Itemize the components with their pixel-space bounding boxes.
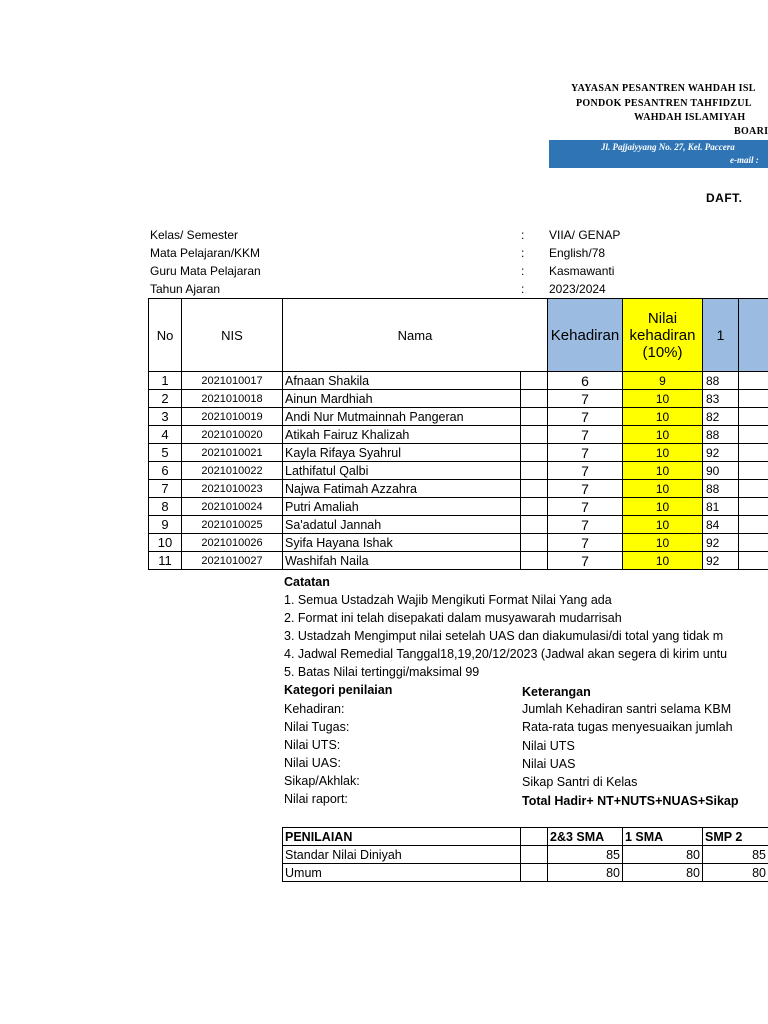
document-title: DAFT.	[706, 191, 743, 205]
kehadiran-cell: 7	[548, 462, 623, 480]
tugas-1-cell: 82	[703, 408, 739, 426]
note-item: 2. Format ini telah disepakati dalam musyawarah mudarrisah	[284, 611, 622, 625]
nilai-kehadiran-cell: 10	[623, 426, 703, 444]
nilai-header-line: Nilai	[647, 309, 678, 327]
student-name: Atikah Fairuz Khalizah	[283, 426, 521, 444]
name-extra-cell	[521, 444, 548, 462]
kehadiran-cell: 7	[548, 552, 623, 570]
table-row	[149, 552, 768, 570]
student-nis: 2021010021	[182, 444, 283, 462]
nilai-kehadiran-cell: 10	[623, 480, 703, 498]
penilaian-header-cell	[521, 828, 548, 846]
info-label: Kelas/ Semester	[150, 228, 239, 242]
keterangan-title: Keterangan	[522, 685, 591, 699]
kategori-desc: Nilai UTS	[522, 739, 575, 753]
col-header-kehadiran: Kehadiran	[548, 299, 623, 372]
info-label: Mata Pelajaran/KKM	[150, 246, 261, 260]
table-row	[149, 498, 768, 516]
row-number: 4	[149, 426, 182, 444]
penilaian-header-cell: PENILAIAN	[283, 828, 521, 846]
tugas-1-cell: 90	[703, 462, 739, 480]
address-bar	[549, 140, 768, 168]
address-line: Jl. Pajjaiyyang No. 27, Kel. Paccera	[601, 142, 735, 152]
tugas-1-cell: 81	[703, 498, 739, 516]
col-header-tugas-1: 1	[703, 299, 739, 372]
boarding-label: BOARI	[734, 126, 768, 137]
penilaian-row	[283, 864, 768, 882]
next-score-cell	[739, 534, 768, 552]
info-value: Kasmawanti	[549, 264, 615, 278]
kategori-label: Sikap/Akhlak:	[284, 774, 360, 788]
table-row	[149, 480, 768, 498]
organization-name: WAHDAH ISLAMIYAH	[634, 112, 746, 123]
student-nis: 2021010023	[182, 480, 283, 498]
kategori-title: Kategori penilaian	[284, 683, 393, 697]
col-header-nis: NIS	[182, 299, 283, 372]
next-score-cell	[739, 390, 768, 408]
kehadiran-cell: 7	[548, 426, 623, 444]
student-name: Washifah Naila	[283, 552, 521, 570]
nilai-kehadiran-cell: 10	[623, 444, 703, 462]
nilai-kehadiran-cell: 10	[623, 534, 703, 552]
kehadiran-cell: 7	[548, 444, 623, 462]
col-header-next	[739, 299, 768, 372]
next-score-cell	[739, 480, 768, 498]
info-separator: :	[521, 246, 525, 260]
tugas-1-cell: 84	[703, 516, 739, 534]
table-row	[149, 372, 768, 390]
tugas-1-cell: 83	[703, 390, 739, 408]
penilaian-header-cell: 1 SMA	[623, 828, 703, 846]
kategori-desc: Rata-rata tugas menyesuaikan jumlah	[522, 720, 733, 734]
info-value: 2023/2024	[549, 282, 606, 296]
table-row	[149, 390, 768, 408]
kehadiran-cell: 7	[548, 498, 623, 516]
student-name: Lathifatul Qalbi	[283, 462, 521, 480]
col-header-no: No	[149, 299, 182, 372]
penilaian-value: 80	[703, 864, 768, 882]
penilaian-value: 85	[703, 846, 768, 864]
kehadiran-cell: 7	[548, 516, 623, 534]
name-extra-cell	[521, 408, 548, 426]
row-number: 11	[149, 552, 182, 570]
kategori-desc: Nilai UAS	[522, 757, 576, 771]
student-name: Sa'adatul Jannah	[283, 516, 521, 534]
note-item: 1. Semua Ustadzah Wajib Mengikuti Format Nilai Yang ada	[284, 593, 612, 607]
table-row	[149, 534, 768, 552]
student-name: Kayla Rifaya Syahrul	[283, 444, 521, 462]
penilaian-table	[282, 827, 768, 882]
nilai-header-line: (10%)	[642, 343, 683, 361]
next-score-cell	[739, 462, 768, 480]
info-separator: :	[521, 282, 525, 296]
tugas-1-cell: 92	[703, 552, 739, 570]
info-label: Guru Mata Pelajaran	[150, 264, 261, 278]
info-value: English/78	[549, 246, 606, 260]
student-nis: 2021010027	[182, 552, 283, 570]
student-nis: 2021010020	[182, 426, 283, 444]
row-number: 2	[149, 390, 182, 408]
table-row	[149, 408, 768, 426]
kategori-desc: Total Hadir+ NT+NUTS+NUAS+Sikap	[522, 794, 739, 808]
table-row	[149, 426, 768, 444]
name-extra-cell	[521, 552, 548, 570]
next-score-cell	[739, 498, 768, 516]
penilaian-header-cell: SMP 2	[703, 828, 768, 846]
name-extra-cell	[521, 372, 548, 390]
row-number: 1	[149, 372, 182, 390]
student-name: Ainun Mardhiah	[283, 390, 521, 408]
student-name: Syifa Hayana Ishak	[283, 534, 521, 552]
row-number: 10	[149, 534, 182, 552]
kategori-label: Nilai UAS:	[284, 756, 341, 770]
tugas-1-cell: 92	[703, 444, 739, 462]
kehadiran-cell: 7	[548, 408, 623, 426]
penilaian-value: 85	[548, 846, 623, 864]
name-extra-cell	[521, 498, 548, 516]
col-header-nilai-kehadiran	[623, 299, 703, 372]
kehadiran-cell: 7	[548, 480, 623, 498]
table-header-row	[149, 299, 768, 372]
tugas-1-cell: 88	[703, 480, 739, 498]
penilaian-value: 80	[623, 846, 703, 864]
nilai-header-line: kehadiran	[629, 326, 696, 344]
nilai-kehadiran-cell: 10	[623, 390, 703, 408]
name-extra-cell	[521, 534, 548, 552]
student-name: Putri Amaliah	[283, 498, 521, 516]
penilaian-header-cell: 2&3 SMA	[548, 828, 623, 846]
nilai-kehadiran-cell: 9	[623, 372, 703, 390]
row-number: 7	[149, 480, 182, 498]
row-number: 3	[149, 408, 182, 426]
student-nis: 2021010022	[182, 462, 283, 480]
foundation-name: YAYASAN PESANTREN WAHDAH ISL	[571, 83, 756, 94]
nilai-kehadiran-cell: 10	[623, 408, 703, 426]
email-line: e-mail :	[730, 155, 759, 165]
student-name: Najwa Fatimah Azzahra	[283, 480, 521, 498]
table-row	[149, 516, 768, 534]
name-extra-cell	[521, 390, 548, 408]
nilai-kehadiran-cell: 10	[623, 552, 703, 570]
note-item: 4. Jadwal Remedial Tanggal18,19,20/12/2023 (Jadwal akan segera di kirim untu	[284, 647, 728, 661]
notes-title: Catatan	[284, 575, 330, 589]
note-item: 3. Ustadzah Mengimput nilai setelah UAS dan diakumulasi/di total yang tidak m	[284, 629, 724, 643]
grade-table	[148, 298, 768, 570]
col-header-nama: Nama	[283, 299, 548, 372]
row-number: 8	[149, 498, 182, 516]
info-separator: :	[521, 228, 525, 242]
next-score-cell	[739, 372, 768, 390]
table-row	[149, 462, 768, 480]
kategori-label: Kehadiran:	[284, 702, 345, 716]
student-nis: 2021010024	[182, 498, 283, 516]
kehadiran-cell: 7	[548, 534, 623, 552]
tugas-1-cell: 88	[703, 372, 739, 390]
row-number: 6	[149, 462, 182, 480]
student-nis: 2021010017	[182, 372, 283, 390]
student-nis: 2021010019	[182, 408, 283, 426]
name-extra-cell	[521, 516, 548, 534]
nilai-kehadiran-cell: 10	[623, 462, 703, 480]
kategori-desc: Sikap Santri di Kelas	[522, 775, 638, 789]
penilaian-label: Standar Nilai Diniyah	[283, 846, 521, 864]
student-nis: 2021010025	[182, 516, 283, 534]
penilaian-value	[521, 846, 548, 864]
student-nis: 2021010026	[182, 534, 283, 552]
name-extra-cell	[521, 462, 548, 480]
tugas-1-cell: 92	[703, 534, 739, 552]
row-number: 5	[149, 444, 182, 462]
penilaian-value: 80	[623, 864, 703, 882]
kategori-label: Nilai UTS:	[284, 738, 341, 752]
name-extra-cell	[521, 480, 548, 498]
kategori-label: Nilai Tugas:	[284, 720, 350, 734]
row-number: 9	[149, 516, 182, 534]
info-label: Tahun Ajaran	[150, 282, 221, 296]
student-name: Afnaan Shakila	[283, 372, 521, 390]
table-row	[149, 444, 768, 462]
penilaian-header-row	[283, 828, 768, 846]
next-score-cell	[739, 444, 768, 462]
kehadiran-cell: 7	[548, 390, 623, 408]
nilai-kehadiran-cell: 10	[623, 498, 703, 516]
info-separator: :	[521, 264, 525, 278]
tugas-1-cell: 88	[703, 426, 739, 444]
note-item: 5. Batas Nilai tertinggi/maksimal 99	[284, 665, 480, 679]
info-value: VIIA/ GENAP	[549, 228, 621, 242]
next-score-cell	[739, 408, 768, 426]
pesantren-name: PONDOK PESANTREN TAHFIDZUL	[576, 98, 752, 109]
kehadiran-cell: 6	[548, 372, 623, 390]
next-score-cell	[739, 426, 768, 444]
kategori-label: Nilai raport:	[284, 792, 348, 806]
penilaian-value	[521, 864, 548, 882]
penilaian-value: 80	[548, 864, 623, 882]
name-extra-cell	[521, 426, 548, 444]
penilaian-label: Umum	[283, 864, 521, 882]
next-score-cell	[739, 552, 768, 570]
student-nis: 2021010018	[182, 390, 283, 408]
nilai-kehadiran-cell: 10	[623, 516, 703, 534]
penilaian-row	[283, 846, 768, 864]
student-name: Andi Nur Mutmainnah Pangeran	[283, 408, 521, 426]
kategori-desc: Jumlah Kehadiran santri selama KBM	[522, 702, 732, 716]
next-score-cell	[739, 516, 768, 534]
